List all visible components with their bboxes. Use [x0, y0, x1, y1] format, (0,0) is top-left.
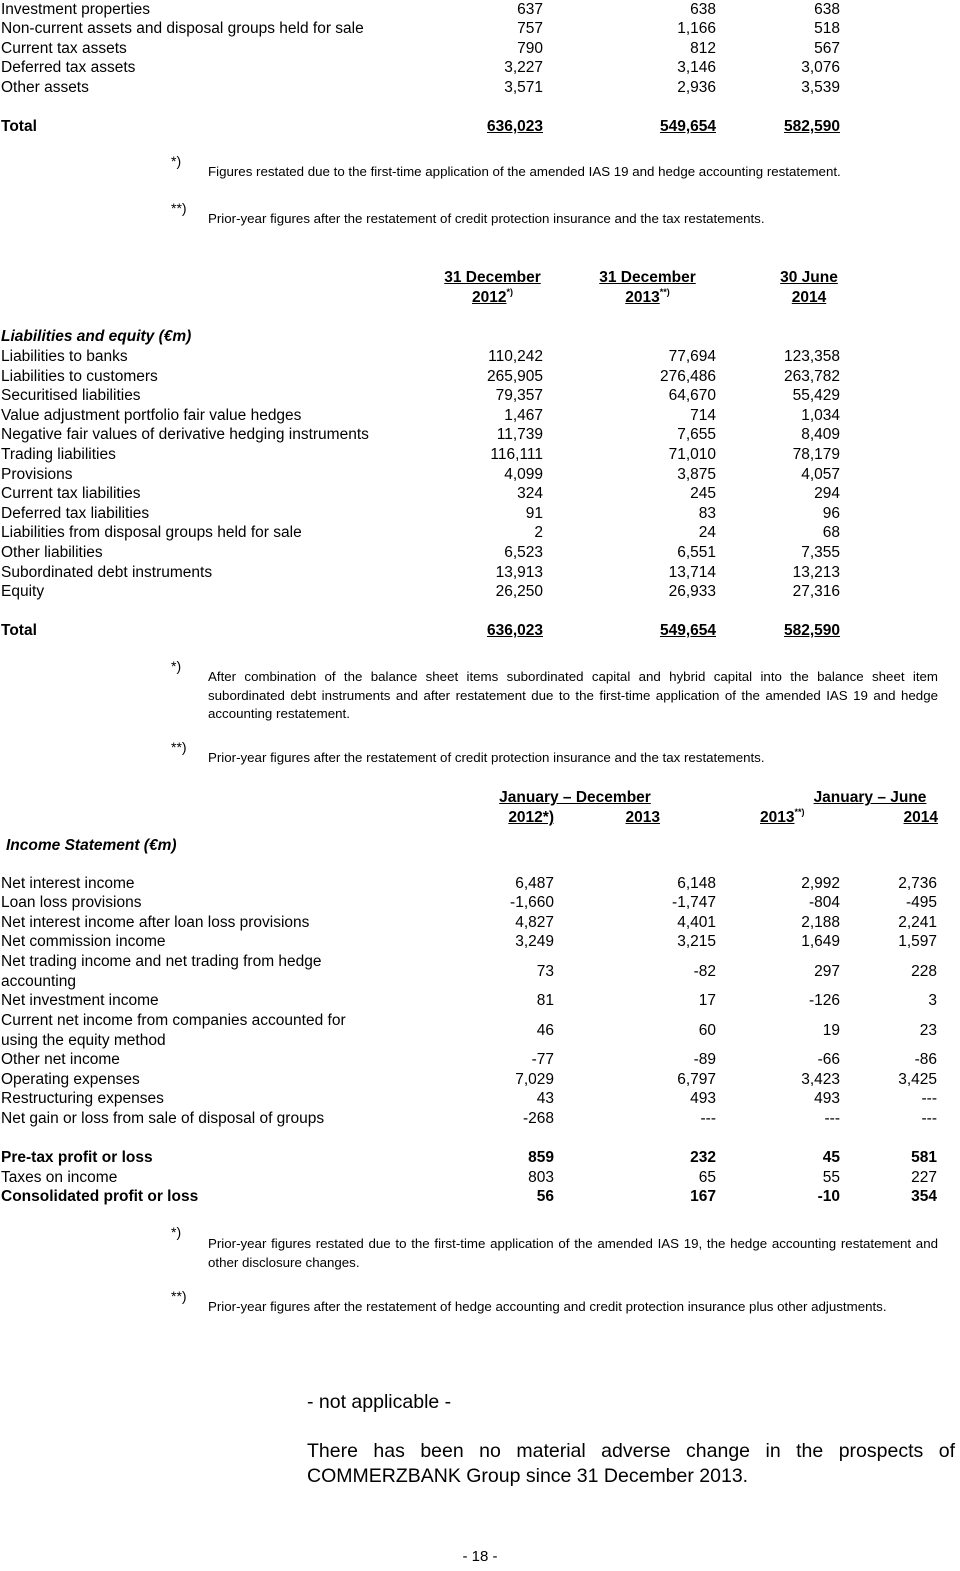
cell-h2014: 2,241 [898, 914, 937, 931]
cell-2013: 6,551 [677, 544, 716, 561]
cell-2014: 13,213 [792, 564, 840, 581]
cell-2014: 4,057 [801, 466, 840, 483]
cell-2012: 265,905 [486, 368, 543, 385]
cell-2013: 276,486 [659, 368, 716, 385]
cell-2013: 3,146 [677, 59, 716, 76]
row-label: Value adjustment portfolio fair value hedges [1, 407, 302, 424]
cell-h2013: -804 [808, 894, 840, 911]
cell-fy2013: 232 [690, 1149, 716, 1166]
cell-fy2012: 3,249 [515, 933, 554, 950]
table-row [0, 367, 960, 387]
cell-2013: 24 [698, 524, 716, 541]
footnote-text: After combination of the balance sheet items subordinated capital and hybrid capital into the balance sheet item subordinated debt instruments and after restatement due to the first-time application of the amended IAS 19 and hedge accounting restatement. [208, 669, 938, 721]
cell-2012: 1,467 [504, 407, 543, 424]
cell-h2014: 581 [911, 1149, 937, 1166]
row-label: Liabilities from disposal groups held for sale [1, 524, 302, 541]
cell-2013: 71,010 [668, 446, 716, 463]
footnote-text: Prior-year figures after the restatement of hedge accounting and credit protection insurance plus other adjustments. [208, 1299, 887, 1314]
cell-2013: 1,166 [677, 20, 716, 37]
row-label: Deferred tax liabilities [1, 505, 150, 522]
row-label: Net interest income [1, 875, 135, 892]
cell-h2014: 3 [928, 992, 937, 1009]
footnote-mark: *) [171, 658, 182, 674]
cell-2012: 116,111 [490, 446, 543, 463]
no-material-change-text: There has been no material adverse change in the prospects of COMMERZBANK Group since 31 December 2013. [307, 1440, 955, 1487]
cell-2013: 549,654 [659, 622, 716, 639]
cell-h2014: 3,425 [898, 1071, 937, 1088]
row-label: Provisions [1, 466, 73, 483]
not-applicable-text: - not applicable - [307, 1391, 452, 1413]
cell-2012: 636,023 [486, 622, 543, 639]
column-header [430, 268, 555, 308]
cell-2012: 3,571 [504, 79, 543, 96]
cell-2013: 77,694 [668, 348, 716, 365]
cell-2012: 110,242 [488, 348, 543, 365]
table-row [0, 563, 960, 583]
cell-2014: 78,179 [792, 446, 840, 463]
header-year: 2013 [760, 809, 795, 826]
cell-2014: 8,409 [801, 426, 840, 443]
cell-2012: 790 [517, 40, 543, 57]
row-label: Liabilities to banks [1, 348, 128, 365]
cell-fy2013: 6,148 [677, 875, 716, 892]
header-date: 30 June [780, 269, 838, 286]
table-row [0, 523, 960, 543]
cell-fy2012: 7,029 [515, 1071, 554, 1088]
footnote-mark: **) [171, 739, 187, 755]
cell-2012: 13,913 [495, 564, 543, 581]
cell-fy2013: 17 [698, 992, 716, 1009]
cell-2012: 79,357 [495, 387, 543, 404]
cell-2013: 7,655 [677, 426, 716, 443]
table-row [0, 1168, 960, 1188]
row-label: Current tax liabilities [1, 485, 141, 502]
cell-fy2012: 56 [536, 1188, 554, 1205]
period-label: January – December [499, 789, 651, 806]
cell-2013: 64,670 [668, 387, 716, 404]
cell-2013: 26,933 [668, 583, 716, 600]
table-row [0, 932, 960, 952]
row-label: Consolidated profit or loss [1, 1188, 199, 1205]
row-label: Other liabilities [1, 544, 103, 561]
cell-2014: 518 [814, 20, 840, 37]
table-row [0, 19, 960, 39]
cell-fy2012: 81 [536, 992, 554, 1009]
cell-fy2013: -89 [693, 1051, 716, 1068]
cell-h2014: -86 [914, 1051, 937, 1068]
table-row [0, 347, 960, 367]
row-label: Restructuring expenses [1, 1090, 164, 1107]
cell-2014: 582,590 [783, 622, 840, 639]
footnote-mark: **) [171, 200, 187, 216]
table-row [0, 893, 960, 913]
table-row [0, 1070, 960, 1090]
cell-h2014: 23 [919, 1022, 937, 1039]
cell-fy2013: -1,747 [672, 894, 716, 911]
cell-fy2013: 6,797 [677, 1071, 716, 1088]
row-label: Deferred tax assets [1, 59, 136, 76]
table-row [0, 78, 960, 98]
cell-h2014: 2,736 [898, 875, 937, 892]
header-year: 2013 [625, 289, 660, 306]
table-row [0, 445, 960, 465]
row-label: Net trading income and net trading from hedge accounting [1, 953, 322, 990]
table-row [0, 406, 960, 426]
cell-h2014: 354 [911, 1188, 937, 1205]
header-sup: *) [506, 287, 513, 297]
cell-h2013: 55 [822, 1169, 840, 1186]
cell-2012: 91 [525, 505, 543, 522]
cell-h2013: 297 [814, 963, 840, 980]
section-title: Liabilities and equity (€m) [1, 328, 192, 345]
row-label: Current tax assets [1, 40, 127, 57]
cell-2014: 3,076 [801, 59, 840, 76]
cell-2013: 83 [698, 505, 716, 522]
cell-fy2013: 493 [690, 1090, 716, 1107]
footnote-text: Prior-year figures after the restatement of credit protection insurance and the tax restatements. [208, 750, 765, 765]
cell-h2013: -10 [817, 1188, 840, 1205]
cell-2012: 637 [517, 1, 543, 18]
cell-h2013: 2,188 [801, 914, 840, 931]
total-row [0, 1187, 960, 1207]
table-row [0, 1011, 960, 1051]
cell-fy2013: 60 [698, 1022, 716, 1039]
cell-2012: 324 [517, 485, 543, 502]
row-label: Taxes on income [1, 1169, 118, 1186]
page-number: - 18 - [462, 1548, 498, 1565]
row-label: Current net income from companies accounted for using the equity method [1, 1012, 346, 1049]
cell-2012: 4,099 [504, 466, 543, 483]
cell-fy2012: -1,660 [510, 894, 554, 911]
cell-h2013: 493 [814, 1090, 840, 1107]
year-header [760, 808, 840, 828]
cell-h2014: 1,597 [898, 933, 937, 950]
cell-2014: 96 [822, 505, 840, 522]
cell-fy2012: 6,487 [515, 875, 554, 892]
cell-h2013: 45 [822, 1149, 840, 1166]
cell-fy2012: 73 [536, 963, 554, 980]
section-title: Income Statement (€m) [6, 837, 177, 854]
table-row [0, 874, 960, 894]
cell-2014: 55,429 [792, 387, 840, 404]
header-date: 31 December [444, 269, 541, 286]
table-row [0, 0, 960, 20]
cell-2013: 3,875 [677, 466, 716, 483]
row-label: Other net income [1, 1051, 120, 1068]
footnote-mark: *) [171, 1224, 182, 1240]
footnote-text: Prior-year figures after the restatement of credit protection insurance and the tax restatements. [208, 211, 765, 226]
row-label: Pre-tax profit or loss [1, 1149, 153, 1166]
footnote-mark: **) [171, 1288, 187, 1304]
footnote-text: Figures restated due to the first-time application of the amended IAS 19 and hedge accounting restatement. [208, 164, 841, 179]
table-row [0, 1089, 960, 1109]
footnote-mark: *) [171, 153, 182, 169]
header-year: 2014 [903, 809, 938, 826]
row-label: Net gain or loss from sale of disposal of groups [1, 1110, 325, 1127]
row-label: Operating expenses [1, 1071, 140, 1088]
table-row [0, 484, 960, 504]
row-label: Securitised liabilities [1, 387, 141, 404]
cell-2012: 6,523 [504, 544, 543, 561]
cell-fy2012: 4,827 [515, 914, 554, 931]
cell-h2014: --- [921, 1090, 937, 1107]
cell-h2014: --- [921, 1110, 937, 1127]
table-row [0, 913, 960, 933]
cell-h2013: -126 [808, 992, 840, 1009]
table-row [0, 543, 960, 563]
table-row [0, 991, 960, 1011]
year-header [860, 808, 938, 828]
cell-fy2013: -82 [693, 963, 716, 980]
header-sup: **) [794, 807, 805, 817]
cell-2012: 3,227 [504, 59, 543, 76]
table-row [0, 39, 960, 59]
header-year: 2012*) [508, 809, 554, 826]
table-row [0, 504, 960, 524]
year-header [440, 808, 554, 828]
table-row [0, 582, 960, 602]
cell-2014: 27,316 [792, 583, 840, 600]
row-label: Loan loss provisions [1, 894, 142, 911]
header-year: 2012 [472, 289, 507, 306]
table-row [0, 58, 960, 78]
cell-fy2012: 46 [536, 1022, 554, 1039]
table-row [0, 386, 960, 406]
total-row [0, 117, 960, 137]
cell-2012: 11,739 [496, 426, 543, 443]
year-header [600, 808, 660, 828]
header-sup: **) [659, 287, 670, 297]
cell-h2014: 228 [911, 963, 937, 980]
cell-2013: 812 [690, 40, 716, 57]
cell-fy2012: 43 [536, 1090, 554, 1107]
cell-h2013: 1,649 [801, 933, 840, 950]
header-year: 2013 [625, 809, 660, 826]
cell-fy2013: 167 [690, 1188, 716, 1205]
column-header [585, 268, 710, 308]
cell-2012: 636,023 [486, 118, 543, 135]
cell-h2013: 19 [822, 1022, 840, 1039]
cell-2013: 638 [690, 1, 716, 18]
cell-fy2013: 4,401 [677, 914, 716, 931]
cell-fy2012: -77 [531, 1051, 554, 1068]
cell-fy2013: --- [700, 1110, 716, 1127]
cell-fy2012: -268 [522, 1110, 554, 1127]
cell-2014: 263,782 [783, 368, 840, 385]
row-label: Trading liabilities [1, 446, 116, 463]
cell-2014: 1,034 [801, 407, 840, 424]
table-row [0, 1109, 960, 1129]
total-row [0, 621, 960, 641]
cell-fy2012: 803 [528, 1169, 554, 1186]
cell-2013: 245 [690, 485, 716, 502]
cell-2012: 26,250 [495, 583, 543, 600]
cell-2014: 123,358 [783, 348, 840, 365]
cell-2014: 638 [814, 1, 840, 18]
row-label: Net commission income [1, 933, 166, 950]
cell-2014: 567 [814, 40, 840, 57]
cell-2014: 294 [814, 485, 840, 502]
cell-2013: 13,714 [668, 564, 716, 581]
period-group-header [800, 788, 940, 808]
cell-fy2013: 3,215 [677, 933, 716, 950]
row-label: Equity [1, 583, 45, 600]
row-label: Investment properties [1, 1, 151, 18]
header-year: 2014 [791, 289, 827, 306]
cell-fy2013: 65 [698, 1169, 716, 1186]
row-label: Negative fair values of derivative hedging instruments [1, 426, 369, 443]
cell-2012: 2 [534, 524, 543, 541]
total-row [0, 1148, 960, 1168]
row-label: Subordinated debt instruments [1, 564, 213, 581]
row-label: Net interest income after loan loss provisions [1, 914, 310, 931]
table-row [0, 1050, 960, 1070]
row-label: Non-current assets and disposal groups held for sale [1, 20, 364, 37]
row-label: Other assets [1, 79, 89, 96]
cell-h2013: -66 [817, 1051, 840, 1068]
cell-2014: 7,355 [801, 544, 840, 561]
footnote-text: Prior-year figures restated due to the first-time application of the amended IAS 19, the hedge accounting restatement and other disclosure changes. [208, 1236, 938, 1270]
row-label: Liabilities to customers [1, 368, 158, 385]
table-row [0, 465, 960, 485]
cell-2014: 582,590 [783, 118, 840, 135]
header-date: 31 December [599, 269, 696, 286]
cell-2013: 714 [690, 407, 716, 424]
cell-h2014: -495 [905, 894, 937, 911]
table-row [0, 952, 960, 992]
cell-2014: 3,539 [801, 79, 840, 96]
cell-2013: 549,654 [659, 118, 716, 135]
table-row [0, 425, 960, 445]
cell-h2013: 2,992 [801, 875, 840, 892]
period-group-header [470, 788, 680, 808]
column-header [760, 268, 858, 308]
cell-2012: 757 [517, 20, 543, 37]
cell-2013: 2,936 [677, 79, 716, 96]
cell-h2013: 3,423 [801, 1071, 840, 1088]
cell-h2014: 227 [911, 1169, 937, 1186]
period-label: January – June [813, 789, 927, 806]
row-label: Total [1, 118, 37, 135]
cell-fy2012: 859 [528, 1149, 554, 1166]
cell-2014: 68 [822, 524, 840, 541]
row-label: Net investment income [1, 992, 159, 1009]
cell-h2013: --- [824, 1110, 840, 1127]
row-label: Total [1, 622, 37, 639]
